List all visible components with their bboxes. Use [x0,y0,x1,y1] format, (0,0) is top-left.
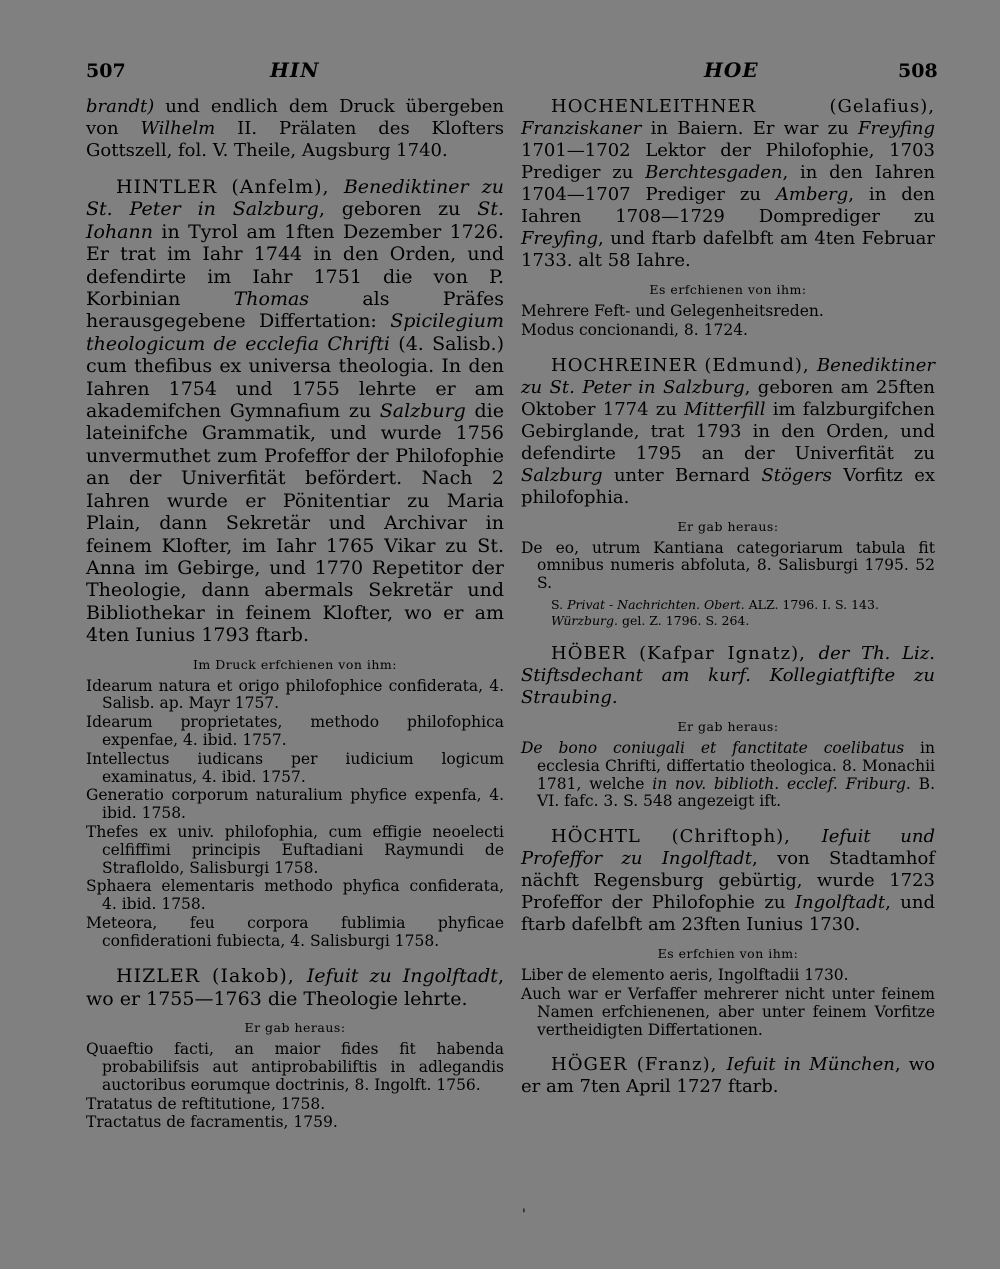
work-item: Idearum proprietates, methodo philofophica expenfae, 4. ibid. 1757. [86,713,504,749]
work-item: Sphaera elementaris methodo phyfica confiderata, 4. ibid. 1758. [86,877,504,914]
entry-name: HOCHENLEITHNER (Gelafius), [551,96,935,117]
bottom-mark: ' [522,1207,526,1223]
works-caption: Er gab heraus: [677,518,779,534]
left-running-head: HIN [270,58,320,82]
entry-hizler: HIZLER (Iakob), Iefuit zu Ingolftadt, wo er 1755—1763 die Theologie lehrte. [86,965,504,1010]
entry-name: HIZLER (Iakob), [116,965,307,988]
work-item: Modus concionandi, 8. 1724. [521,320,748,339]
entry-hoeber: HÖBER (Kafpar Ignatz), der Th. Liz. Stiftsdechant am kurf. Kollegiatftifte zu Straubing. [521,642,935,708]
work-item: Idearum natura et origo philofophice confiderata, 4. Salisb. ap. Mayr 1757. [86,676,504,713]
works-list-hizler [86,1041,504,1132]
entry-hintler: HINTLER (Anfelm), Benediktiner zu St. Peter in Salzburg, geboren zu St. Iohann in Tyrol am 1ften Dezember 1726. Er trat im Iahr 1744 in den Orden, und defendirte im Iahr 1751 die von P. Korbinian Thomas als Präfes herausgegebene Differtation: Spicilegium theologicum de ecclefia Chrifti (4. Salisb.) cum thefibus ex universa theologia. In den Iahren 1754 und 1755 lehrte er am akademifchen Gymnafium zu Salzburg die lateinifche Grammatik, und wurde 1756 unvermuthet zum Profeffor der Philofophie an der Univerfität befördert. Nach 2 Iahren wurde er Pönitentiar zu Maria Plain, dann Sekretär und Archivar in feinem Klofter, im Iahr 1765 Vikar zu St. Anna im Gebirge, und 1770 Repetitor der Theologie, dann abermals Sekretär und Bibliothekar in feinem Klofter, wo er am 4ten Iunius 1793 ftarb. [86,176,504,647]
works-caption: Er gab heraus: [677,718,779,734]
entry-hoeger: HÖGER (Franz), Iefuit in München, wo er am 7ten April 1727 ftarb. [521,1054,936,1098]
left-page-number: 507 [86,60,126,82]
right-page-number: 508 [898,60,938,82]
work-item: Thefes ex univ. philofophia, cum effigie neoelecti celfiffimi principis Euftadiani Raymundi de Strafloldo, Salisburgi 1758. [86,822,504,877]
entry-name: HINTLER (Anfelm), [116,176,344,198]
work-item: De eo, utrum Kantiana categoriarum tabula fit omnibus numeris abfoluta, 8. Salisburgi 1795. 52 S. [521,538,935,593]
work-item: Intellectus iudicans per iudicium logicum examinatus, 4. ibid. 1757. [86,749,504,786]
works-list-hoeber [521,740,935,811]
works-caption: Es erfchien von ihm: [657,946,799,962]
works-caption: Er gab heraus: [244,1020,346,1036]
work-item: Tratatus de reftitutione, 1758. [86,1094,326,1113]
work-item: Quaeftio facti, an maior fides fit habenda probabilifsis aut antiprobabiliftis in adlegandis auctoribus eorumque doctrinis, 8. Ingolft. 1756. [86,1040,504,1094]
work-item: Liber de elemento aeris, Ingolftadii 1730. [521,966,849,985]
works-caption: Im Druck erfchienen von ihm: [192,656,397,672]
entry-continuation: brandt) und endlich dem Druck übergeben von Wilhelm II. Prälaten des Klofters Gottszell, fol. V. Theile, Augsburg 1740. [86,96,504,161]
right-running-head: HOE [704,58,759,82]
work-item: Auch war er Verfaffer mehrerer nicht unter feinem Namen erfchienenen, aber unter feinem Vorfitze vertheidigten Differtationen. [521,984,935,1039]
work-item: Mehrere Feft- und Gelegenheitsreden. [521,302,824,320]
entry-name: HOCHREINER (Edmund), [551,354,817,376]
left-column [86,96,504,1133]
works-list-hintler [86,678,504,951]
work-item: Generatio corporum naturalium phyfice expenfa, 4. ibid. 1758. [86,786,504,823]
works-list-hochenleithner [521,303,935,340]
entry-hochenleithner: HOCHENLEITHNER (Gelafius), Franziskaner in Baiern. Er war zu Freyfing 1701—1702 Lektor der Philofophie, 1703 Prediger zu Berchtesgaden, in den Iahren 1704—1707 Prediger zu Amberg, in den Iahren 1708—1729 Domprediger zu Freyfing, und ftarb dafelbft am 4ten Februar 1733. alt 58 Iahre. [521,96,935,271]
entry-name: HÖGER (Franz), [551,1054,727,1076]
entry-name: HÖCHTL (Chriftoph), [551,826,822,848]
entry-hochreiner: HOCHREINER (Edmund), Benediktiner zu St. Peter in Salzburg, geboren am 25ften Oktober 1774 zu Mitterfill im falzburgifchen Gebirglande, trat 1793 in den Orden, und defendirte 1795 an der Univerfität zu Salzburg unter Bernard Stögers Vorfitz ex philofophia. [521,354,935,508]
right-column [521,96,935,1098]
works-list-hochreiner [521,540,935,593]
work-item: Tractatus de facramentis, 1759. [86,1113,338,1132]
work-item: Meteora, feu corpora fublimia phyficae confiderationi fubiecta, 4. Salisburgi 1758. [86,913,504,950]
work-item: De bono coniugali et fanctitate coelibatus in ecclesia Chrifti, differtatio theologica. 8. Monachii 1781, welche in nov. biblioth. ecclef. Friburg. B. VI. fafc. 3. S. 548 angezeigt ift. [521,738,935,811]
reference-note: S. Privat - Nachrichten. Obert. ALZ. 1796. I. S. 143. Würzburg. gel. Z. 1796. S. 264. [551,596,879,628]
entry-name: HÖBER (Kafpar Ignatz), [551,642,819,664]
works-caption: Es erfchienen von ihm: [649,282,807,297]
entry-hoechtl: HÖCHTL (Chriftoph), Iefuit und Profeffor zu Ingolftadt, von Stadtamhof nächft Regensburg gebürtig, wurde 1723 Profeffor der Philofophie zu Ingolftadt, und ftarb dafelbft am 23ften Iunius 1730. [521,826,936,936]
works-list-hoechtl [521,967,935,1039]
